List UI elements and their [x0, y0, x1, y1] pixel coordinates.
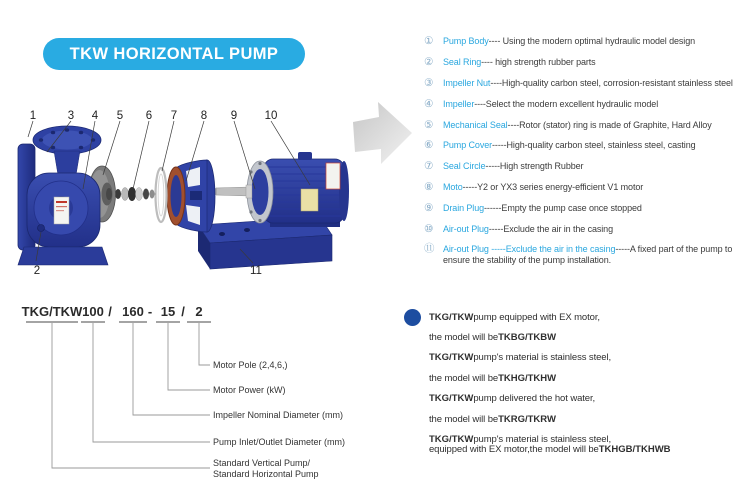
part-number-badge: ② — [424, 56, 434, 69]
part-description: -----Exclude the air in the casing — [488, 223, 613, 234]
part-name: Pump Body — [443, 36, 489, 47]
part-name: Seal Ring — [443, 57, 482, 68]
part-number-badge: ⑦ — [424, 160, 434, 173]
code-label: Impeller Nominal Diameter (mm) — [213, 410, 344, 420]
code-label: Pump Inlet/Outlet Diameter (mm) — [213, 437, 346, 447]
variant-model-code: TKG/TKW — [429, 352, 474, 364]
variant-line — [429, 348, 754, 368]
part-description-continued: ensure the stability of the pump installation. — [443, 254, 612, 265]
variant-model-code: TKRG/TKRW — [498, 413, 556, 425]
flow-arrow-icon — [348, 96, 418, 168]
variant-text: the model will be — [429, 332, 499, 344]
part-description: -----A fixed part of the pump to — [615, 243, 733, 254]
part-name: Moto — [443, 181, 463, 192]
part-name: Impeller — [443, 98, 475, 109]
part-name: Pump Cover — [443, 140, 493, 151]
part-number-badge: ⑪ — [424, 242, 435, 255]
variant-lines — [398, 307, 754, 460]
callout-number: 10 — [264, 110, 278, 122]
code-label: Standard Vertical Pump/ — [213, 458, 311, 468]
model-code-segment: 2 — [195, 304, 203, 319]
parts-list-item — [424, 135, 754, 156]
part-description: ------Empty the pump case once stopped — [484, 202, 642, 213]
motor-nameplate — [301, 189, 318, 211]
exploded-pump-diagram — [10, 97, 355, 292]
parts-list-item — [424, 93, 754, 114]
code-connector-lines — [52, 323, 210, 468]
callout-number: 11 — [250, 265, 262, 277]
parts-list-item — [424, 218, 754, 239]
part-description: -----High-quality carbon steel, stainless steel, casting — [492, 140, 696, 151]
part-description: -----Y2 or YX3 series energy-efficient V1 motor — [462, 181, 644, 192]
parts-list-item — [424, 52, 754, 73]
callout-number: 2 — [33, 265, 41, 277]
model-code-prefix: TKG/TKW — [21, 304, 83, 319]
variant-model-code: TKG/TKW — [429, 434, 474, 446]
variant-text: pump delivered the hot water, — [473, 393, 596, 405]
part-number-badge: ⑩ — [424, 222, 434, 235]
seal-circle-illustration — [156, 168, 167, 222]
motor-illustration — [208, 152, 349, 227]
part-description: ----Rotor (stator) ring is made of Graphite, Hard Alloy — [507, 119, 712, 130]
model-code-separator: / — [108, 304, 112, 319]
part-name: Seal Circle — [443, 161, 486, 172]
variant-text: pump's material is stainless steel, — [473, 434, 612, 446]
part-name: Air-out Plug -----Exclude the air in the casing — [443, 243, 616, 254]
part-name: Impeller Nut — [443, 77, 491, 88]
variant-line — [429, 368, 754, 388]
parts-list — [424, 31, 754, 265]
variant-text: the model will be — [429, 413, 499, 425]
variant-model-code: TKG/TKW — [429, 311, 474, 323]
bullet-dot-icon — [404, 309, 421, 326]
mechanical-seal-illustration — [114, 187, 156, 201]
pump-body-illustration — [18, 126, 108, 265]
variant-text: pump equipped with EX motor, — [473, 311, 600, 323]
parts-list-item — [424, 239, 754, 265]
callout-number: 9 — [230, 110, 238, 122]
part-number-badge: ⑨ — [424, 201, 434, 214]
parts-list-item — [424, 114, 754, 135]
parts-list-item — [424, 177, 754, 198]
model-code-segment: 100 — [82, 304, 104, 319]
part-name: Mechanical Seal — [443, 119, 508, 130]
part-name: Air-out Plug — [443, 223, 489, 234]
pump-cover-illustration — [167, 160, 215, 232]
variant-model-code: TKG/TKW — [429, 393, 474, 405]
variant-line — [429, 307, 754, 327]
part-number-badge: ④ — [424, 97, 434, 110]
variant-line — [429, 389, 754, 409]
part-description: ---- Using the modern optimal hydraulic model design — [488, 36, 696, 47]
variant-text: the model will be — [429, 372, 499, 384]
variant-text: pump's material is stainless steel, — [473, 352, 612, 364]
drain-plug-illustration — [38, 225, 45, 232]
parts-list-item — [424, 73, 754, 94]
parts-list-item — [424, 156, 754, 177]
part-name: Drain Plug — [443, 202, 485, 213]
callout-number: 8 — [200, 110, 208, 122]
parts-list-item — [424, 197, 754, 218]
model-code-segment: 160 — [122, 304, 144, 319]
part-description: -----High strength Rubber — [485, 161, 584, 172]
part-description: ----High-quality carbon steel, corrosion-resistant stainless steel — [490, 77, 733, 88]
variant-line — [429, 409, 754, 429]
variant-notes — [398, 307, 754, 460]
part-number-badge: ⑧ — [424, 180, 434, 193]
part-description: ----Select the modern excellent hydraulic model — [474, 98, 659, 109]
callout-number: 3 — [67, 110, 75, 122]
part-description: ---- high strength rubber parts — [481, 57, 596, 68]
callout-number: 1 — [29, 110, 37, 122]
page-title: TKW HORIZONTAL PUMP — [69, 44, 279, 63]
title-banner — [43, 38, 305, 70]
variant-model-code: TKHGB/TKHWB — [598, 444, 671, 456]
code-label: Motor Power (kW) — [213, 385, 286, 395]
code-label: Motor Pole (2,4,6,) — [213, 360, 288, 370]
part-number-badge: ③ — [424, 76, 434, 89]
model-code-diagram — [20, 298, 365, 493]
code-labels — [213, 360, 345, 479]
part-number-badge: ⑥ — [424, 139, 434, 152]
variant-model-code: TKHG/TKHW — [498, 372, 557, 384]
code-label: Standard Horizontal Pump — [213, 469, 319, 479]
part-number-badge: ⑤ — [424, 118, 434, 131]
model-code-segment: 15 — [160, 304, 176, 319]
motor-shaft — [216, 187, 250, 196]
callout-number: 7 — [170, 110, 178, 122]
parts-list-item — [424, 31, 754, 52]
callout-number: 4 — [91, 110, 99, 122]
motor-label-sticker — [326, 163, 340, 189]
model-code-separator: / — [181, 304, 185, 319]
variant-model-code: TKBG/TKBW — [498, 332, 557, 344]
callout-number: 5 — [116, 110, 124, 122]
variant-text: equipped with EX motor,the model will be — [429, 444, 599, 456]
part-number-badge: ① — [424, 35, 434, 48]
variant-line — [429, 327, 754, 347]
callout-number: 6 — [145, 110, 153, 122]
model-code-line — [22, 304, 203, 319]
model-code-separator: - — [147, 304, 153, 319]
